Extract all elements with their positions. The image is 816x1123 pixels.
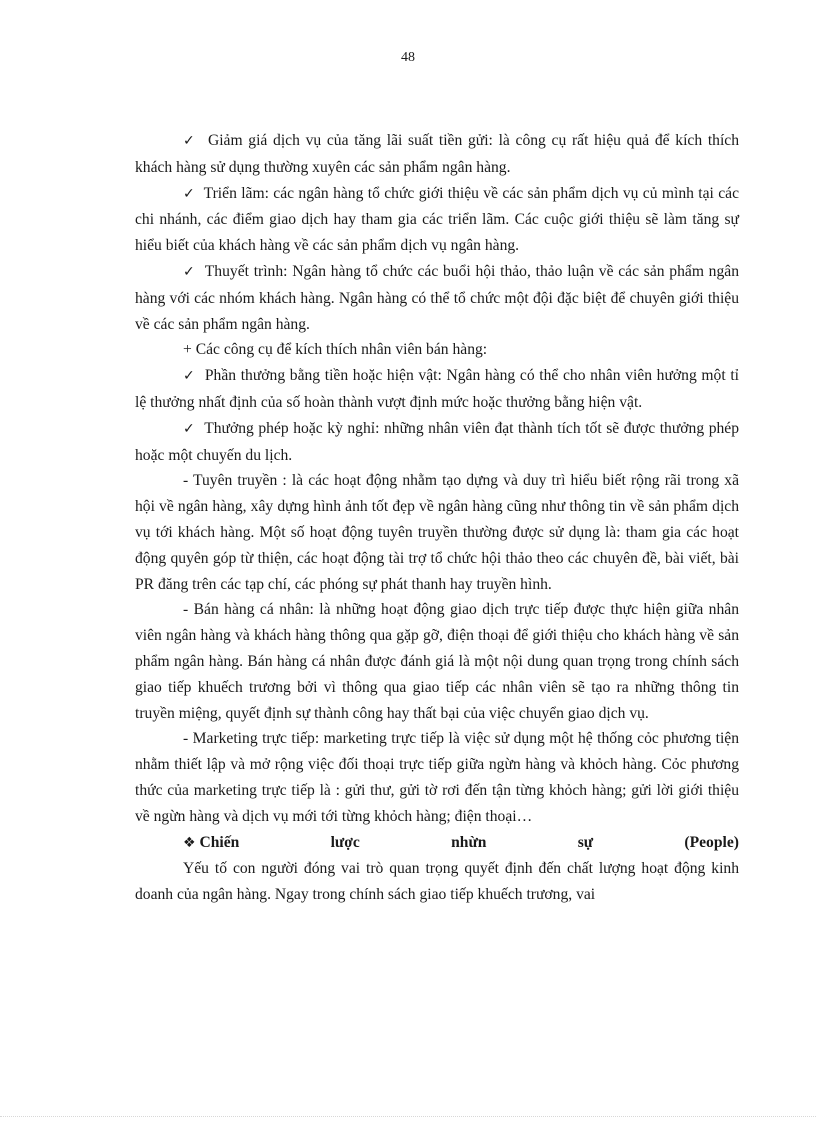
heading-first-word: [183, 830, 239, 857]
paragraph-text: Triển lãm: các ngân hàng tổ chức giới thiệu về các sản phẩm dịch vụ củ mình tại các chi nhánh, các điểm giao dịch hay tham gia các triển lãm. Các cuộc giới thiệu sẽ làm tăng sự hiểu biết của khách hàng về các sản phẩm dịch vụ ngân hàng.: [135, 184, 739, 255]
paragraph-discount: [135, 128, 739, 181]
paragraph-text: Thuyết trình: Ngân hàng tổ chức các buổi hội thảo, thảo luận về các sản phẩm ngân hàng với các nhóm khách hàng. Ngân hàng có thể tổ chức một đội đặc biệt để chuyên giới thiệu về các sản phẩm ngân hàng.: [135, 262, 739, 333]
paragraph-text: Thưởng phép hoặc kỳ nghỉ: những nhân viên đạt thành tích tốt sẽ được thưởng phép hoặc một chuyến du lịch.: [135, 419, 740, 464]
checkmark-icon: ✓: [183, 368, 196, 385]
diamond-bullet-icon: ❖: [183, 834, 196, 851]
paragraph-exhibition: [135, 181, 739, 259]
heading-word: nhừn: [451, 833, 487, 851]
heading-word: (People): [684, 833, 739, 851]
checkmark-icon: ✓: [183, 185, 196, 202]
paragraph-staff-tools: + Các công cụ để kích thích nhân viên bán hàng:: [183, 341, 488, 359]
paragraph-presentation: [135, 259, 739, 337]
heading-word: lược: [330, 833, 360, 851]
paragraph-rewards: [135, 363, 739, 416]
paragraph-people-intro: Yếu tố con người đóng vai trò quan trọng quyết định đến chất lượng hoạt động kinh doanh của ngân hàng. Ngay trong chính sách giao tiếp khuếch trương, vai: [135, 860, 739, 904]
paragraph-text: Phần thưởng bằng tiền hoặc hiện vật: Ngân hàng có thể cho nhân viên hưởng một tỉ lệ thưởng nhất định của số hoàn thành vượt định mức hoặc thưởng bằng hiện vật.: [135, 367, 740, 411]
checkmark-icon: ✓: [183, 133, 197, 149]
checkmark-icon: ✓: [183, 420, 196, 437]
checkmark-icon: ✓: [183, 263, 196, 280]
paragraph-direct-marketing: - Marketing trực tiếp: marketing trực tiếp là việc sử dụng một hệ thống cỏc phương tiện nhằm thiết lập và mở rộng việc đối thoại trực tiếp giữa ngừn hàng và khỏch hàng. Cỏc phương thức của marketing trực tiếp là : gửi thư, gửi tờ rơi đến tận từng khỏch hàng; gửi lời giới thiệu về ngừn hàng và dịch vụ mới tới từng khỏch hàng; điện thoại…: [135, 730, 739, 825]
paragraph-leave: [135, 416, 739, 469]
paragraph-propaganda: - Tuyên truyền : là các hoạt động nhằm tạo dựng và duy trì hiểu biết rộng rãi trong xã hội về ngân hàng, xây dựng hình ảnh tốt đẹp về ngân hàng cũng như thông tin về sản phẩm dịch vụ tới khách hàng. Một số hoạt động tuyên truyền thường được sử dụng là: tham gia các hoạt động quyên góp từ thiện, các hoạt động tài trợ tổ chức hội thảo theo các chuyên đề, bài viết, bài PR đăng trên các tạp chí, các phóng sự phát thanh hay truyền hình.: [135, 472, 739, 593]
page-bottom-border: [0, 1116, 816, 1117]
heading-word: sự: [577, 833, 594, 851]
section-heading-people: [135, 830, 739, 857]
heading-word: Chiến: [199, 833, 240, 851]
paragraph-text: Giảm giá dịch vụ của tăng lãi suất tiền gửi: là công cụ rất hiệu quả để kích thích khách hàng sử dụng thường xuyên các sản phẩm ngân hàng.: [135, 132, 740, 176]
page-number: 48: [401, 50, 415, 65]
document-body: [135, 128, 739, 908]
paragraph-personal-selling: - Bán hàng cá nhân: là những hoạt động giao dịch trực tiếp được thực hiện giữa nhân viên ngân hàng và khách hàng thông qua gặp gỡ, điện thoại để giới thiệu cho khách hàng về sản phẩm ngân hàng. Bán hàng cá nhân được đánh giá là một nội dung quan trọng trong chính sách giao tiếp khuếch trương bởi vì thông qua giao tiếp các nhân viên sẽ tạo ra những thông tin truyền miệng, quyết định sự thành công hay thất bại của việc chuyển giao dịch vụ.: [135, 601, 739, 722]
